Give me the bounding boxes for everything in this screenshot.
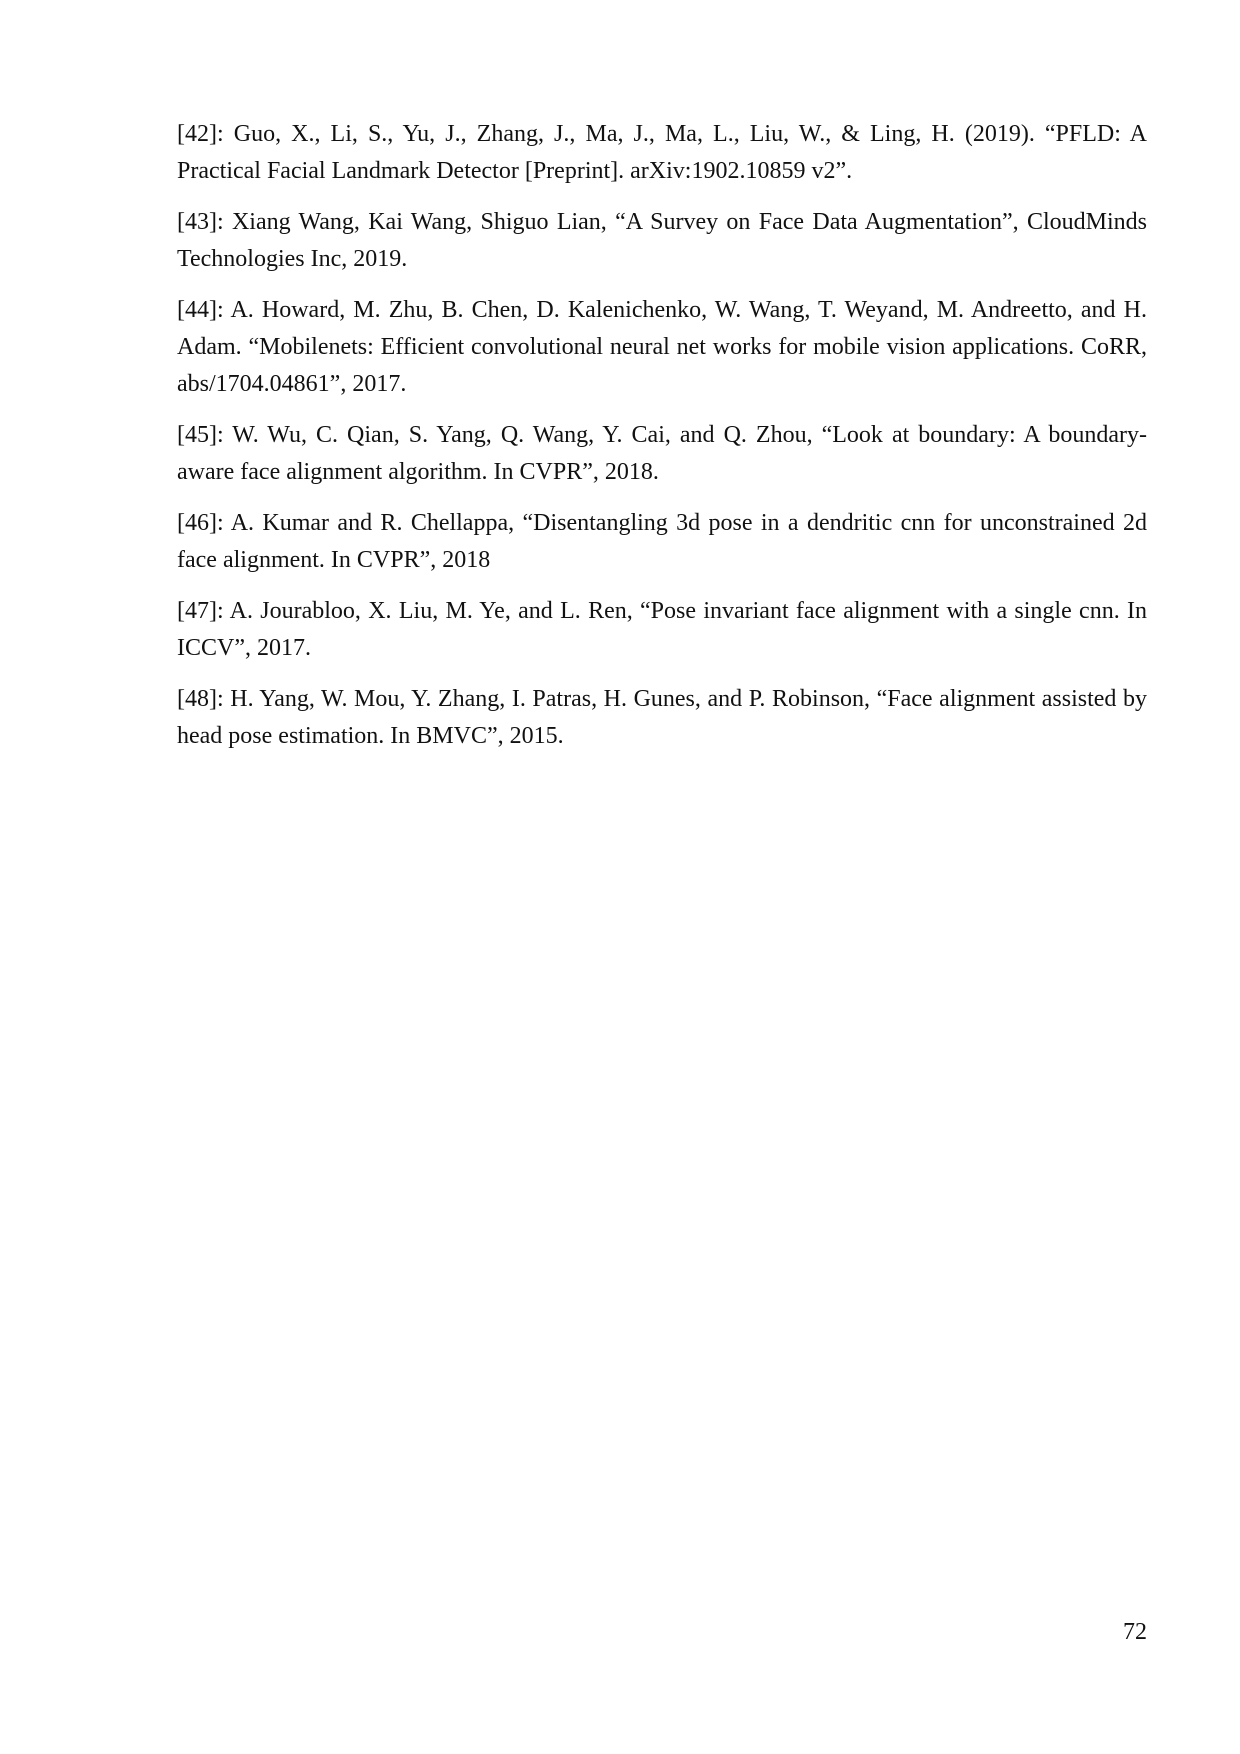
reference-list bbox=[177, 116, 1147, 769]
page-number: 72 bbox=[1123, 1619, 1147, 1645]
reference-item: [43]: Xiang Wang, Kai Wang, Shiguo Lian, “A Survey on Face Data Augmentation”, CloudMinds Technologies Inc, 2019. bbox=[177, 209, 1147, 272]
reference-item: [44]: A. Howard, M. Zhu, B. Chen, D. Kalenichenko, W. Wang, T. Weyand, M. Andreetto, and H. Adam. “Mobilenets: Efficient convolutional neural net works for mobile vision applications. CoRR, abs/1704.04861”, 2017. bbox=[177, 297, 1147, 397]
reference-item: [47]: A. Jourabloo, X. Liu, M. Ye, and L. Ren, “Pose invariant face alignment with a single cnn. In ICCV”, 2017. bbox=[177, 598, 1147, 661]
reference-item: [45]: W. Wu, C. Qian, S. Yang, Q. Wang, Y. Cai, and Q. Zhou, “Look at boundary: A boundary-aware face alignment algorithm. In CVPR”, 2018. bbox=[177, 422, 1147, 485]
reference-item: [48]: H. Yang, W. Mou, Y. Zhang, I. Patras, H. Gunes, and P. Robinson, “Face alignment assisted by head pose estimation. In BMVC”, 2015. bbox=[177, 686, 1147, 749]
reference-item: [42]: Guo, X., Li, S., Yu, J., Zhang, J., Ma, J., Ma, L., Liu, W., & Ling, H. (2019). “PFLD: A Practical Facial Landmark Detector [Preprint]. arXiv:1902.10859 v2”. bbox=[177, 121, 1147, 184]
reference-item: [46]: A. Kumar and R. Chellappa, “Disentangling 3d pose in a dendritic cnn for unconstrained 2d face alignment. In CVPR”, 2018 bbox=[177, 510, 1147, 573]
